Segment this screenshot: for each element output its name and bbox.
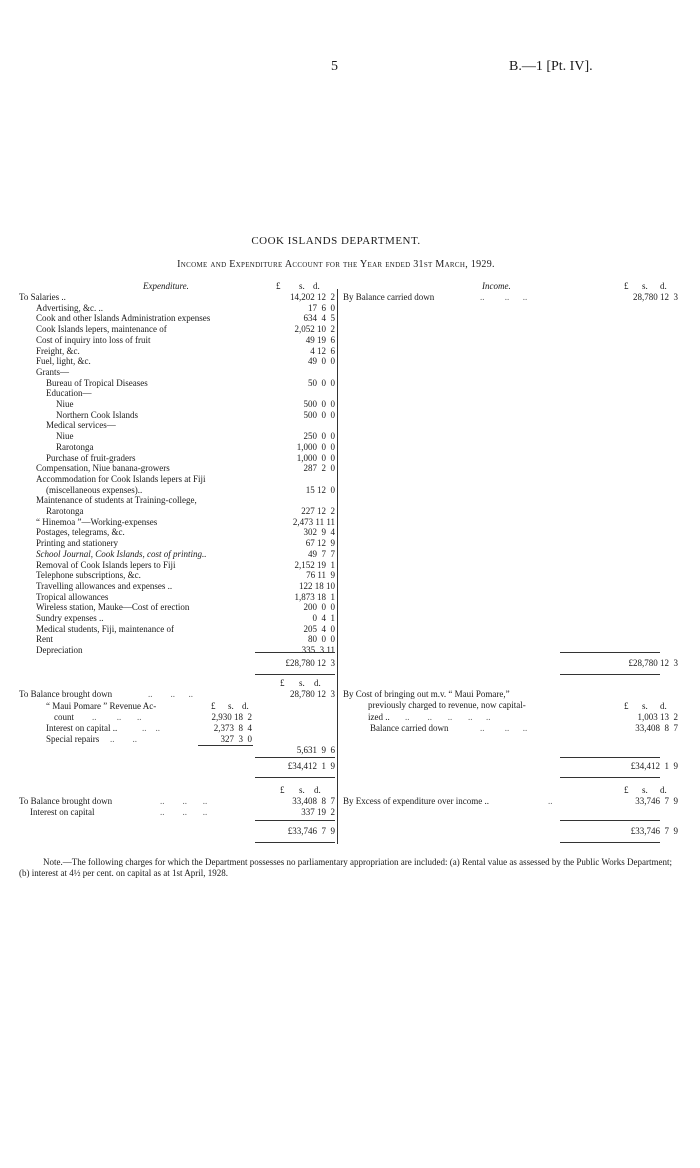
page-number: 5 <box>331 59 338 74</box>
cost-maui-pomare-amount: 1,003 13 2 <box>637 712 678 722</box>
interest-on-capital-label: Interest on capital .. <box>46 723 118 733</box>
expenditure-item-label: Grants— <box>36 367 69 377</box>
expenditure-item-label: Bureau of Tropical Diseases <box>46 378 148 388</box>
total-rule-left-1b <box>255 674 335 675</box>
account-subtitle: Income and Expenditure Account for the Year ended 31st March, 1929. <box>177 259 495 270</box>
leader-dots: .. .. .. <box>92 712 142 722</box>
expenditure-item-label: Fuel, light, &c. <box>36 356 91 366</box>
expenditure-item-amount: 500 0 0 <box>303 410 335 420</box>
department-title: COOK ISLANDS DEPARTMENT. <box>251 235 421 247</box>
special-repairs-label: Special repairs <box>46 734 100 744</box>
leader-dots: .. .. .. <box>480 292 528 302</box>
expenditure-item-label: Sundry expenses .. <box>36 613 104 623</box>
sec2-balance-amount: 28,780 12 3 <box>290 689 335 699</box>
expenditure-item-amount: 634 4 5 <box>303 313 335 323</box>
expenditure-item-label: Medical students, Fiji, maintenance of <box>36 624 174 634</box>
total-rule-right-1 <box>560 652 660 653</box>
expenditure-item-label: Education— <box>46 388 92 398</box>
expenditure-item-amount: 250 0 0 <box>303 431 335 441</box>
pence-header-right: d. <box>660 281 667 291</box>
expenditure-item-label: Niue <box>56 431 74 441</box>
expenditure-item-label: Wireless station, Mauke—Cost of erection <box>36 602 190 612</box>
count-amount: 2,930 18 2 <box>211 712 252 722</box>
shilling-header: s. <box>299 281 305 291</box>
expenditure-item-amount: 2,052 10 2 <box>294 324 335 334</box>
total-expenditure: £28,780 12 3 <box>285 658 335 668</box>
sec2-pound: £ <box>280 678 285 688</box>
center-column-rule <box>337 289 338 844</box>
page-reference: B.—1 [Pt. IV]. <box>509 59 593 74</box>
sec2-sub-d: d. <box>242 701 249 711</box>
expenditure-item-label: Printing and stationery <box>36 538 118 548</box>
expenditure-item-amount: 80 0 0 <box>308 634 335 644</box>
sec2-s: s. <box>299 678 305 688</box>
expenditure-item-label: School Journal, Cook Islands, cost of printing.. <box>36 549 207 559</box>
total-rule-right-3 <box>560 820 660 821</box>
expenditure-item-amount: 76 11 9 <box>306 570 335 580</box>
expenditure-item-label: Compensation, Niue banana-growers <box>36 463 170 473</box>
sec3-total-right: £33,746 7 9 <box>630 826 678 836</box>
total-rule-left-2b <box>255 777 335 778</box>
expenditure-item-label: Medical services— <box>46 420 116 430</box>
total-rule-left-3 <box>255 820 335 821</box>
expenditure-item-amount: 50 0 0 <box>308 378 335 388</box>
expenditure-item-label: Telephone subscriptions, &c. <box>36 570 141 580</box>
leader-dots: .. .. .. .. .. <box>405 712 491 722</box>
expenditure-item-label: Rarotonga <box>56 442 94 452</box>
sec3-pound: £ <box>280 785 285 795</box>
leader-dots: .. <box>548 796 553 806</box>
total-rule-left-2 <box>255 757 335 758</box>
sec3-d: d. <box>314 785 321 795</box>
pence-header: d. <box>313 281 320 291</box>
expenditure-item-amount: 17 6 0 <box>308 303 335 313</box>
expenditure-item-amount: 302 9 4 <box>303 527 335 537</box>
expenditure-item-label: Freight, &c. <box>36 346 80 356</box>
expenditure-item-label: Removal of Cook Islands lepers to Fiji <box>36 560 176 570</box>
expenditure-item-label: Rent <box>36 634 53 644</box>
expenditure-item-label: Rarotonga <box>46 506 84 516</box>
sec2-sub-s: s. <box>228 701 234 711</box>
sec2-sub-pound: £ <box>211 701 216 711</box>
income-balance-amount: 28,780 12 3 <box>633 292 678 302</box>
cost-maui-pomare-line1: By Cost of bringing out m.v. “ Maui Pomare,” <box>343 689 510 699</box>
leader-dots: .. .. .. <box>148 689 193 699</box>
sec2-d: d. <box>314 678 321 688</box>
total-rule-right-1b <box>560 674 660 675</box>
excess-amount: 33,746 7 9 <box>635 796 678 806</box>
excess-of-expenditure: By Excess of expenditure over income .. <box>343 796 489 806</box>
sec3-total-left: £33,746 7 9 <box>287 826 335 836</box>
expenditure-item-label: (miscellaneous expenses).. <box>46 485 143 495</box>
expenditure-item-amount: 1,873 18 1 <box>294 592 335 602</box>
sec3-right-pound: £ <box>624 785 629 795</box>
sec2-right-d: d. <box>660 701 667 711</box>
expenditure-item-label: Niue <box>56 399 74 409</box>
expenditure-item-label: Tropical allowances <box>36 592 109 602</box>
subtotal-rule <box>198 745 253 746</box>
expenditure-item-label: To Salaries .. <box>19 292 66 302</box>
expenditure-item-amount: 205 4 0 <box>303 624 335 634</box>
expenditure-item-label: “ Hinemoa ”—Working-expenses <box>36 517 158 527</box>
sec3-balance-brought-down: To Balance brought down <box>19 796 113 806</box>
pound-header-right: £ <box>624 281 629 291</box>
expenditure-item-amount: 287 2 0 <box>303 463 335 473</box>
expenditure-item-label: Cook and other Islands Administration expenses <box>36 313 211 323</box>
leader-dots: .. .. .. <box>160 796 208 806</box>
footnote: Note.—The following charges for which the Department possesses no parliamentary appropriation are included: (a) Rental value as assessed by the Public Works Department; (b) interest at 4½ per cent. on capital as at 1st April, 1928. <box>19 857 673 878</box>
expenditure-item-amount: 122 18 10 <box>299 581 335 591</box>
expenditure-item-label: Northern Cook Islands <box>56 410 138 420</box>
total-rule-right-3b <box>560 842 660 843</box>
total-rule-right-2b <box>560 777 660 778</box>
leader-dots: .. .. <box>142 723 160 733</box>
sec3-right-s: s. <box>642 785 648 795</box>
expenditure-item-amount: 49 7 7 <box>308 549 335 559</box>
total-rule-left-3b <box>255 842 335 843</box>
sec2-balance-brought-down: To Balance brought down <box>19 689 113 699</box>
interest-on-capital-amount: 2,373 8 4 <box>213 723 252 733</box>
expenditure-item-label: Advertising, &c. .. <box>36 303 103 313</box>
leader-dots: .. .. .. <box>480 723 528 733</box>
income-heading: Income. <box>482 281 511 291</box>
sec3-interest-on-capital: Interest on capital <box>30 807 95 817</box>
sec2-total-right: £34,412 1 9 <box>630 761 678 771</box>
expenditure-item-amount: 2,152 19 1 <box>294 560 335 570</box>
special-repairs-amount: 327 3 0 <box>220 734 252 744</box>
pound-header: £ <box>276 281 281 291</box>
total-rule-right-2 <box>560 757 660 758</box>
total-rule-left-1 <box>255 652 335 653</box>
expenditure-item-amount: 1,000 0 0 <box>296 442 335 452</box>
expenditure-item-label: Purchase of fruit-graders <box>46 453 136 463</box>
total-income: £28,780 12 3 <box>628 658 678 668</box>
expenditure-item-label: Cost of inquiry into loss of fruit <box>36 335 151 345</box>
sec3-interest-amount: 337 19 2 <box>301 807 335 817</box>
leader-dots: .. .. .. <box>160 807 208 817</box>
shilling-header-right: s. <box>642 281 648 291</box>
expenditure-item-label: Cook Islands lepers, maintenance of <box>36 324 167 334</box>
expenditure-item-amount: 49 19 6 <box>305 335 335 345</box>
expenditure-heading: Expenditure. <box>143 281 189 291</box>
expenditure-item-amount: 2,473 11 11 <box>292 517 335 527</box>
expenditure-item-label: Maintenance of students at Training-college, <box>36 495 197 505</box>
expenditure-item-amount: 200 0 0 <box>303 602 335 612</box>
expenditure-item-label: Travelling allowances and expenses .. <box>36 581 173 591</box>
cost-maui-pomare-line2: previously charged to revenue, now capital- <box>368 700 526 710</box>
sec3-right-d: d. <box>660 785 667 795</box>
income-balance-carried-down: By Balance carried down <box>343 292 435 302</box>
sec2-balance-carried-down: Balance carried down <box>370 723 449 733</box>
sec3-balance-amount: 33,408 8 7 <box>292 796 335 806</box>
sec2-subtotal: 5,631 9 6 <box>296 745 335 755</box>
expenditure-item-amount: 227 12 2 <box>301 506 335 516</box>
expenditure-item-amount: 67 12 9 <box>305 538 335 548</box>
expenditure-item-label: Depreciation <box>36 645 83 655</box>
expenditure-item-amount: 500 0 0 <box>303 399 335 409</box>
cost-maui-pomare-line3: ized .. <box>368 712 390 722</box>
expenditure-item-amount: 335 3 11 <box>301 645 335 655</box>
sec2-right-s: s. <box>642 701 648 711</box>
expenditure-item-amount: 0 4 1 <box>312 613 335 623</box>
maui-pomare-revenue-label: “ Maui Pomare ” Revenue Ac- <box>46 701 157 711</box>
sec3-s: s. <box>299 785 305 795</box>
sec2-total-left: £34,412 1 9 <box>287 761 335 771</box>
count-label: count <box>54 712 74 722</box>
expenditure-item-amount: 4 12 6 <box>310 346 335 356</box>
leader-dots: .. .. <box>110 734 137 744</box>
expenditure-item-label: Accommodation for Cook Islands lepers at Fiji <box>36 474 206 484</box>
expenditure-item-label: Postages, telegrams, &c. <box>36 527 125 537</box>
expenditure-item-amount: 15 12 0 <box>305 485 335 495</box>
sec2-right-pound: £ <box>624 701 629 711</box>
expenditure-item-amount: 14,202 12 2 <box>290 292 335 302</box>
expenditure-item-amount: 1,000 0 0 <box>296 453 335 463</box>
expenditure-item-amount: 49 0 0 <box>308 356 335 366</box>
sec2-carried-down-amount: 33,408 8 7 <box>635 723 678 733</box>
